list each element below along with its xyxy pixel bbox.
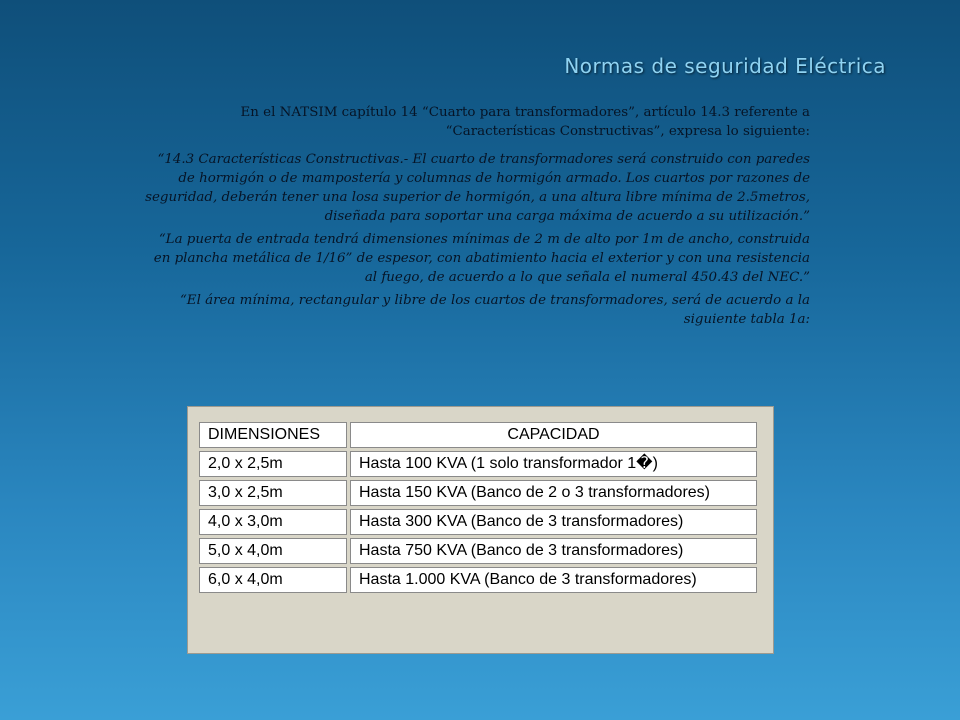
- slide-body: [140, 103, 810, 333]
- row-dimensions: 4,0 x 3,0m: [199, 509, 347, 535]
- row-dimensions: 2,0 x 2,5m: [199, 451, 347, 477]
- capacity-table-image: [187, 406, 774, 654]
- table-row: [199, 480, 757, 506]
- quote-area: “El área mínima, rectangular y libre de los cuartos de transformadores, será de acuerdo a la siguiente tabla 1a:: [179, 293, 810, 327]
- row-capacity: Hasta 300 KVA (Banco de 3 transformadores): [350, 509, 757, 535]
- row-capacity: Hasta 150 KVA (Banco de 2 o 3 transformadores): [350, 480, 757, 506]
- row-capacity: Hasta 750 KVA (Banco de 3 transformadores): [350, 538, 757, 564]
- row-dimensions: 6,0 x 4,0m: [199, 567, 347, 593]
- header-capacidad: CAPACIDAD: [350, 422, 757, 448]
- table-row: [199, 567, 757, 593]
- quote-door: “La puerta de entrada tendrá dimensiones mínimas de 2 m de alto por 1m de ancho, construida en plancha metálica de 1/16” de espesor, con abatimiento hacia el exterior y con una resistencia al fuego, de acuerdo a lo que señala el numeral 450.43 del NEC.”: [153, 232, 810, 285]
- slide-title: Normas de seguridad Eléctrica: [564, 54, 886, 78]
- table-row: [199, 509, 757, 535]
- row-capacity: Hasta 1.000 KVA (Banco de 3 transformadores): [350, 567, 757, 593]
- header-dimensiones: DIMENSIONES: [199, 422, 347, 448]
- capacity-table: [196, 419, 760, 596]
- quote-characteristics: “14.3 Características Constructivas.- El cuarto de transformadores será construido con paredes de hormigón o de mampostería y columnas de hormigón armado. Los cuartos por razones de seguridad, deberán tener una losa superior de hormigón, a una altura libre mínima de 2.5metros, diseñada para soportar una carga máxima de acuerdo a su utilización.”: [145, 152, 810, 224]
- row-dimensions: 5,0 x 4,0m: [199, 538, 347, 564]
- table-header-row: [199, 422, 757, 448]
- intro-paragraph: En el NATSIM capítulo 14 “Cuarto para transformadores”, artículo 14.3 referente a “Características Constructivas”, expresa lo siguiente:: [240, 105, 810, 139]
- table-row: [199, 451, 757, 477]
- table-row: [199, 538, 757, 564]
- row-capacity: Hasta 100 KVA (1 solo transformador 1�): [350, 451, 757, 477]
- row-dimensions: 3,0 x 2,5m: [199, 480, 347, 506]
